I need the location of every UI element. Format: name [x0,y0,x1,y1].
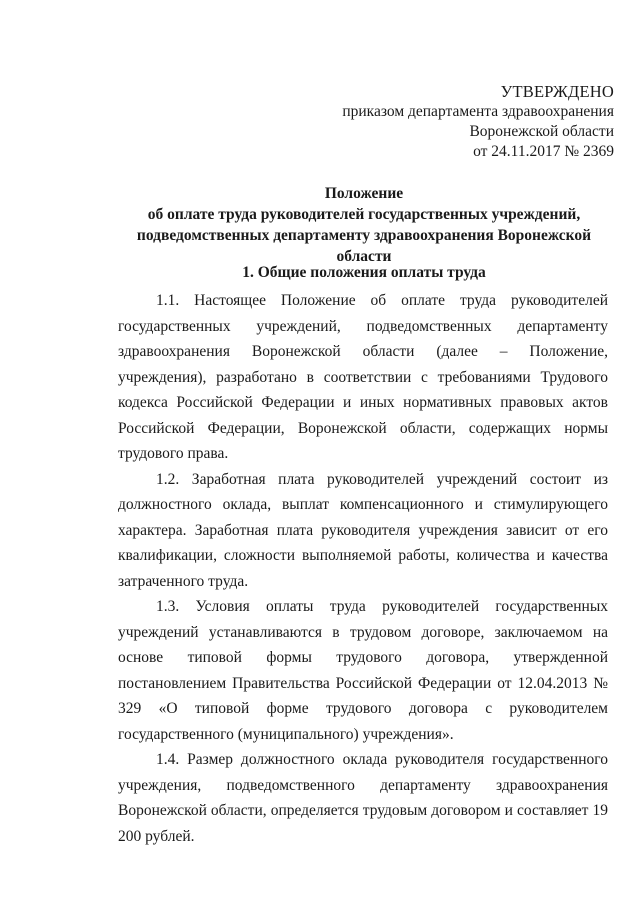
paragraph-1-4: 1.4. Размер должностного оклада руководителя государственного учреждения, подведомственного департаменту здравоохранения Воронежской области, определяется трудовым договором и составляет 19 200 рублей. [118,751,608,845]
approval-order-line: приказом департамента здравоохранения [342,103,614,120]
paragraph-1-3: 1.3. Условия оплаты труда руководителей государственных учреждений устанавливаются в трудовом договоре, заключаемом на основе типовой формы трудового договора, утвержденной постановлением Правительства Российской Федерации от 12.04.2013 № 329 «О типовой форме трудового договора с руководителем государственного (муниципального) учреждения». [118,598,608,743]
section-heading: 1. Общие положения оплаты труда [242,264,486,281]
document-title [118,183,610,267]
title-line-2: об оплате труда руководителей государственных учреждений, [147,206,581,223]
paragraph-1-2: 1.2. Заработная плата руководителей учреждений состоит из должностного оклада, выплат компенсационного и стимулирующего характера. Заработная плата руководителя учреждения зависит от его квалификации, сложности выполняемой работы, количества и качества затраченного труда. [118,470,608,590]
section-body [118,288,608,849]
title-line-1: Положение [324,185,404,202]
approval-date-line: от 24.11.2017 № 2369 [473,143,614,160]
title-line-3: подведомственных департаменту здравоохранения Воронежской области [136,227,592,265]
paragraph-1-1: 1.1. Настоящее Положение об оплате труда руководителей государственных учреждений, подведомственных департаменту здравоохранения Воронежской области (далее – Положение, учреждения), разработано в соответствии с требованиями Трудового кодекса Российской Федерации и иных нормативных правовых актов Российской Федерации, Воронежской области, содержащих нормы трудового права. [118,292,608,462]
approval-region-line: Воронежской области [469,123,614,140]
approval-label: УТВЕРЖДЕНО [500,82,614,101]
approval-stamp [342,82,614,162]
